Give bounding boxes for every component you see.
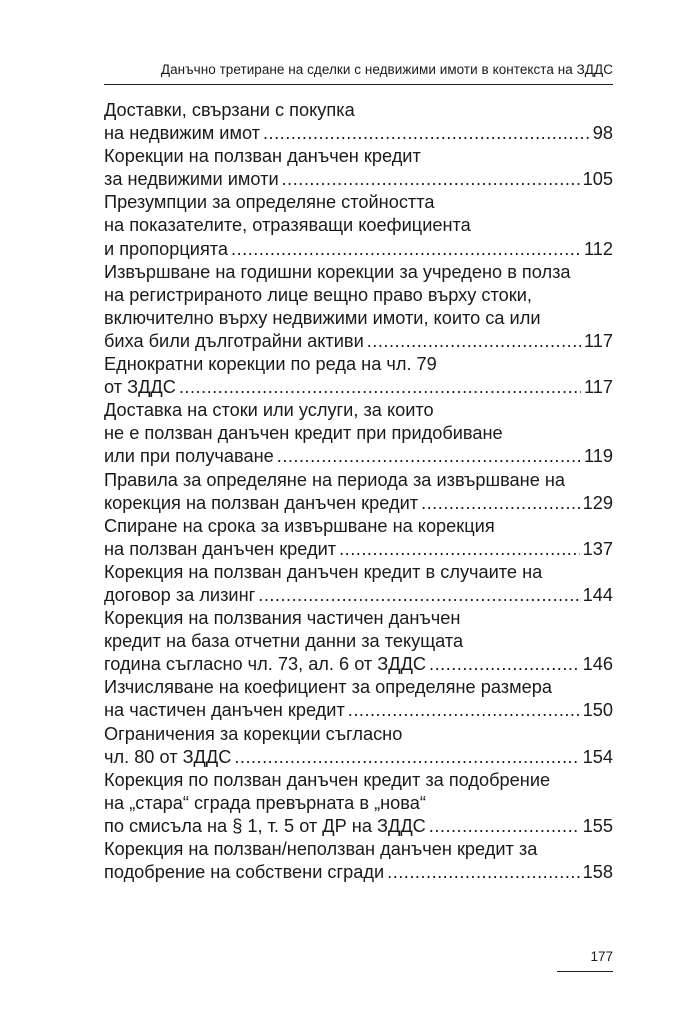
toc-entry-line [104, 653, 613, 676]
toc-entry-text: Корекция на ползван данъчен кредит в случаите на [104, 561, 543, 582]
toc-entry-text: Презумпции за определяне стойността [104, 192, 435, 213]
toc-entry-line [104, 561, 613, 584]
page-number: 177 [590, 949, 613, 964]
toc-entry [104, 676, 613, 722]
toc-page-number: 150 [582, 700, 613, 721]
toc-entry [104, 353, 613, 399]
toc-entry-line [104, 168, 613, 191]
toc-entry-text: или при получаване [104, 446, 274, 467]
toc-entry-line [104, 445, 613, 468]
toc-entry-line [104, 284, 613, 307]
toc-entry-line [104, 792, 613, 815]
dot-leader [258, 584, 579, 607]
dot-leader [231, 238, 581, 261]
toc-page-number: 112 [584, 238, 613, 259]
toc-page-number: 117 [584, 377, 613, 398]
toc-entry-line [104, 699, 613, 722]
table-of-contents [104, 99, 613, 884]
toc-page-number: 117 [584, 330, 613, 351]
toc-entry [104, 838, 613, 884]
toc-entry [104, 399, 613, 468]
toc-entry-text: подобрение на собствени сгради [104, 862, 385, 883]
toc-entry-line [104, 861, 613, 884]
dot-leader [263, 122, 590, 145]
toc-entry-text: по смисъла на § 1, т. 5 от ДР на ЗДДС [104, 815, 426, 836]
toc-entry-text: биха били дълготрайни активи [104, 330, 364, 351]
toc-entry-text: Извършване на годишни корекции за учредено в полза [104, 261, 571, 282]
toc-entry-line [104, 492, 613, 515]
toc-entry-text: на показателите, отразяващи коефициента [104, 215, 471, 236]
toc-entry-text: Корекция на ползвания частичен данъчен [104, 608, 461, 629]
dot-leader [429, 815, 580, 838]
toc-entry-line [104, 769, 613, 792]
toc-entry-line [104, 214, 613, 237]
footer-rule [557, 971, 613, 972]
toc-page-number: 119 [584, 446, 613, 467]
dot-leader [367, 330, 581, 353]
dot-leader [179, 376, 581, 399]
dot-leader [429, 653, 580, 676]
dot-leader [387, 861, 580, 884]
toc-entry-text: на регистрираното лице вещно право върху стоки, [104, 284, 532, 305]
toc-entry-line [104, 353, 613, 376]
dot-leader [348, 699, 580, 722]
toc-entry-line [104, 399, 613, 422]
toc-entry-text: Доставки, свързани с покупка [104, 100, 355, 120]
header-rule [104, 84, 613, 85]
toc-entry-line [104, 676, 613, 699]
toc-entry-line [104, 191, 613, 214]
toc-entry-text: Ограничения за корекции съгласно [104, 723, 403, 744]
toc-entry [104, 769, 613, 838]
toc-entry-line [104, 838, 613, 861]
toc-entry-text: и пропорцията [104, 238, 229, 259]
toc-page-number: 105 [582, 169, 613, 190]
toc-entry-line [104, 145, 613, 168]
dot-leader [234, 746, 579, 769]
toc-entry-line [104, 607, 613, 630]
toc-entry [104, 261, 613, 353]
toc-entry-line [104, 261, 613, 284]
toc-entry [104, 469, 613, 515]
toc-page-number: 129 [582, 492, 613, 513]
toc-page-number: 144 [582, 584, 613, 605]
toc-entry-line [104, 307, 613, 330]
toc-entry-text: Корекция по ползван данъчен кредит за подобрение [104, 769, 551, 790]
toc-page-number: 155 [582, 815, 613, 836]
toc-page-number: 98 [592, 123, 613, 144]
toc-entry-text: Еднократни корекции по реда на чл. 79 [104, 354, 437, 375]
toc-entry [104, 99, 613, 145]
toc-entry-text: Правила за определяне на периода за извършване на [104, 469, 566, 490]
toc-entry-line [104, 723, 613, 746]
toc-entry [104, 607, 613, 676]
toc-entry-text: включително върху недвижими имоти, които са или [104, 307, 541, 328]
toc-entry-line [104, 330, 613, 353]
toc-page-number: 137 [582, 538, 613, 559]
toc-entry-line [104, 630, 613, 653]
toc-entry [104, 561, 613, 607]
toc-entry-line [104, 515, 613, 538]
toc-entry [104, 191, 613, 260]
toc-entry-text: от ЗДДС [104, 377, 176, 398]
toc-entry-text: на недвижим имот [104, 123, 260, 144]
toc-entry-text: договор за лизинг [104, 584, 256, 605]
toc-entry-line [104, 376, 613, 399]
toc-entry-text: не е ползван данъчен кредит при придобиване [104, 423, 503, 444]
toc-entry-text: на частичен данъчен кредит [104, 700, 345, 721]
toc-entry-text: Корекция на ползван/неползван данъчен кредит за [104, 839, 538, 859]
toc-entry [104, 723, 613, 769]
toc-entry-line [104, 469, 613, 492]
dot-leader [421, 492, 580, 515]
toc-entry-text: Изчисляване на коефициент за определяне размера [104, 677, 552, 698]
toc-entry-text: кредит на база отчетни данни за текущата [104, 631, 464, 652]
toc-entry-text: година съгласно чл. 73, ал. 6 от ЗДДС [104, 654, 427, 675]
toc-entry-line [104, 538, 613, 561]
toc-page-number: 146 [582, 654, 613, 675]
toc-entry-line [104, 422, 613, 445]
toc-entry-text: Спиране на срока за извършване на корекция [104, 515, 495, 536]
running-header: Данъчно третиране на сделки с недвижими имоти в контекста на ЗДДС [160, 62, 613, 77]
toc-entry-line [104, 815, 613, 838]
toc-entry-text: Доставка на стоки или услуги, за които [104, 400, 434, 421]
dot-leader [277, 445, 581, 468]
toc-page-number: 154 [582, 746, 613, 767]
toc-entry-text: Корекции на ползван данъчен кредит [104, 146, 421, 167]
toc-entry [104, 515, 613, 561]
toc-entry-text: чл. 80 от ЗДДС [104, 746, 232, 767]
toc-entry [104, 145, 613, 191]
toc-entry-line [104, 746, 613, 769]
toc-entry-text: за недвижими имоти [104, 169, 279, 190]
toc-entry-text: корекция на ползван данъчен кредит [104, 492, 419, 513]
toc-entry-line [104, 99, 613, 122]
dot-leader [282, 168, 580, 191]
toc-page-number: 158 [582, 862, 613, 883]
toc-entry-line [104, 122, 613, 145]
toc-entry-text: на „стара“ сграда превърната в „нова“ [104, 792, 426, 813]
dot-leader [339, 538, 580, 561]
toc-entry-text: на ползван данъчен кредит [104, 538, 337, 559]
toc-entry-line [104, 238, 613, 261]
toc-entry-line [104, 584, 613, 607]
